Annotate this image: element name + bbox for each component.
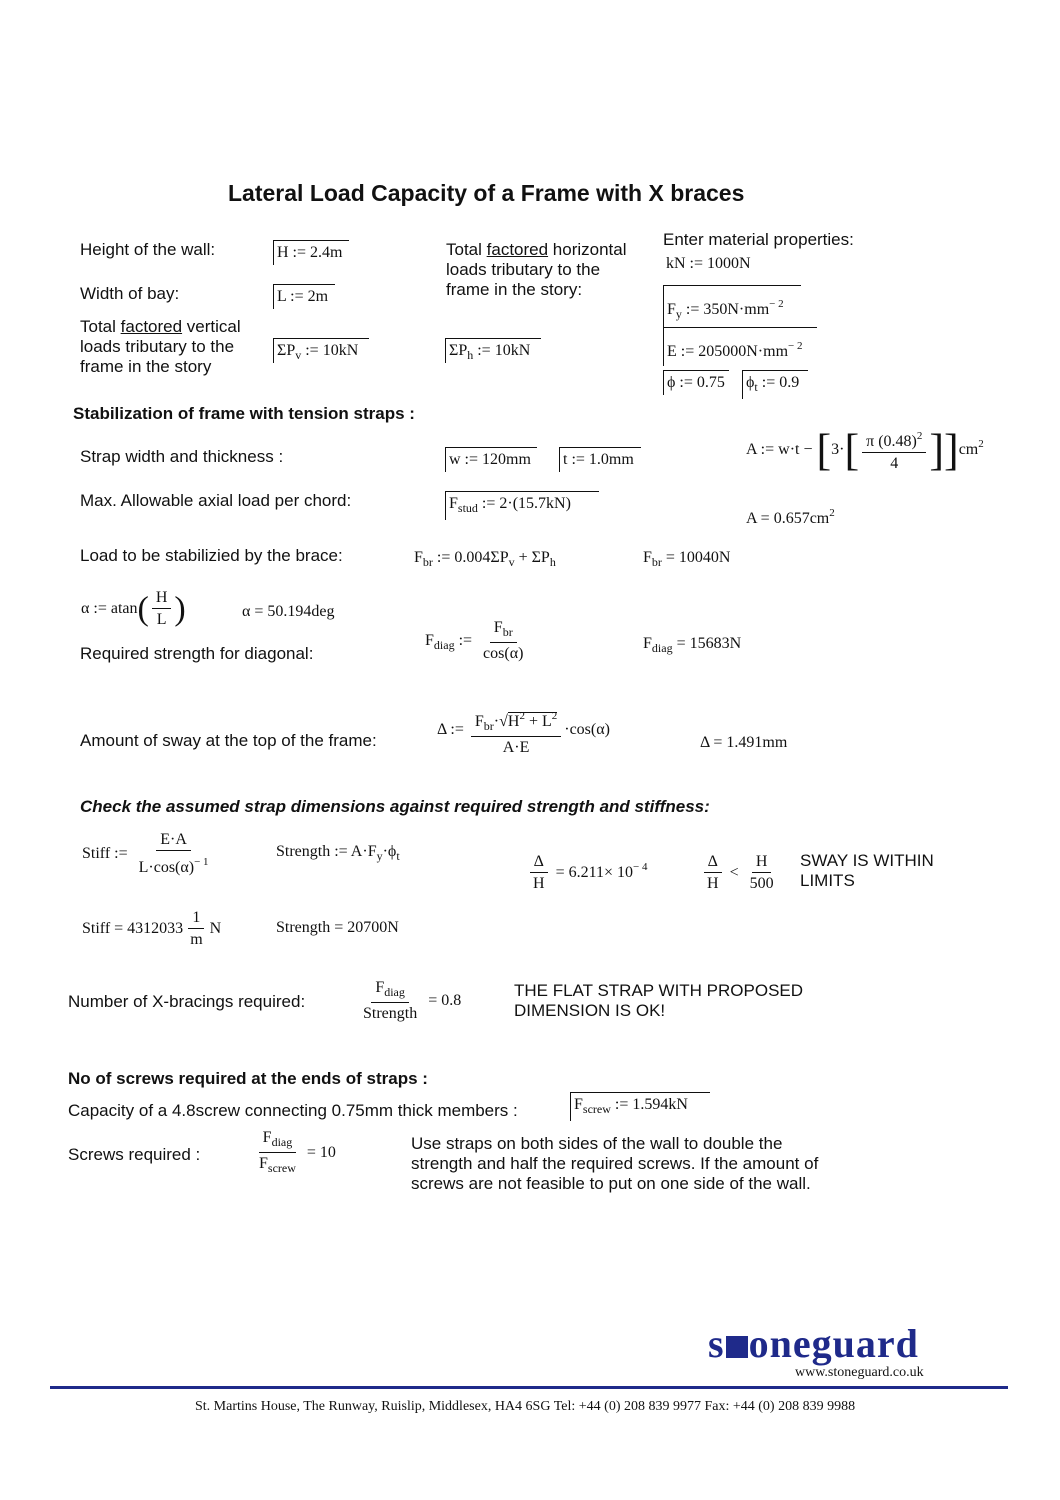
e-input[interactable]: E := $205000N\cdot mm^{- 2}$ xyxy=(663,327,817,366)
phi-t-input[interactable]: $\phi_t$ := 0.9 xyxy=(742,370,808,399)
stoneguard-logo: s oneguard xyxy=(708,1321,919,1366)
height-label: Height of the wall: xyxy=(80,240,216,259)
sway-ratio: $\frac{\Delta}{H}$ = $6.211\times 10^{- 4}$ xyxy=(526,852,647,895)
sway-label: Amount of sway at the top of the frame: xyxy=(80,731,377,750)
stiff-formula: Stiff := $\frac{E\cdot A}{L\cdot\cos(\alpha)^{- 1}}$ xyxy=(82,831,209,876)
brace-load-label: Load to be stabilizied by the brace: xyxy=(80,546,343,565)
area-result: $A = 0.657cm^2$ xyxy=(746,507,835,527)
sway-limit: $\frac{\Delta}{H}$ < $\frac{H}{500}$ xyxy=(700,852,781,895)
strength-formula: Strength := $A\cdot F_y\cdot\phi_t$ xyxy=(276,843,400,863)
fstud-input[interactable]: $F_{stud}$ := 2·(15.7kN) xyxy=(445,491,599,520)
sway-status-message: SWAY IS WITHIN LIMITS xyxy=(800,851,934,890)
website-link[interactable]: www.stoneguard.co.uk xyxy=(795,1365,924,1380)
strap-width-input[interactable]: w := 120mm xyxy=(445,447,537,472)
horizontal-loads-label: Total factored horizontal loads tributary to the frame in the story: xyxy=(446,240,627,299)
height-input[interactable]: H := 2.4m xyxy=(273,240,349,265)
footer-address: St. Martins House, The Runway, Ruislip, Middlesex, HA4 6SG Tel: +44 (0) 208 839 9977 Fax: +44 (0) 208 839 9988 xyxy=(195,1399,856,1414)
delta-formula: Δ := $\frac{F_{br}\cdot√H^2 + L^2}{A\cdot E}$ ·cos(α) xyxy=(437,702,610,759)
fdiag-result: $F_{diag} = 15683N$ xyxy=(643,635,742,655)
delta-result: Δ = 1.491mm xyxy=(700,734,788,751)
strength-result: Strength = 20700N xyxy=(276,919,399,936)
phi-input[interactable]: ϕ := 0.75 xyxy=(663,370,729,395)
width-input[interactable]: L := 2m xyxy=(273,284,335,309)
strap-label: Strap width and thickness : xyxy=(80,447,284,466)
fscrew-input[interactable]: $F_{screw}$ := 1.594kN xyxy=(570,1092,710,1121)
screws-heading: No of screws required at the ends of straps : xyxy=(68,1069,428,1088)
logo-mark-icon xyxy=(726,1336,748,1358)
strap-ok-message: THE FLAT STRAP WITH PROPOSED DIMENSION IS OK! xyxy=(514,981,804,1020)
screws-note: Use straps on both sides of the wall to double the strength and half the required screws. If the amount of screws are not feasible to put on one side of the wall. xyxy=(411,1134,819,1193)
fy-input[interactable]: $F_y$ := $350N\cdot mm^{- 2}$ xyxy=(663,285,801,330)
width-label: Width of bay: xyxy=(80,284,180,303)
screw-capacity-label: Capacity of a 4.8screw connecting 0.75mm thick members : xyxy=(68,1101,518,1120)
screws-required-formula: $\frac{F_{diag}}{F_{screw}}$ = 10 xyxy=(259,1129,336,1175)
x-bracing-label: Number of X-bracings required: xyxy=(68,992,306,1011)
horizontal-loads-input[interactable]: $\Sigma P_h$ := 10kN xyxy=(445,338,541,363)
diagonal-label: Required strength for diagonal: xyxy=(80,644,314,663)
page-title: Lateral Load Capacity of a Frame with X braces xyxy=(228,180,745,206)
stiff-result: Stiff = 4312033 $\frac{1}{m}$ N xyxy=(82,909,222,948)
check-heading: Check the assumed strap dimensions against required strength and stiffness: xyxy=(80,797,710,816)
x-bracing-formula: $\frac{F_{diag}}{\text{Strength}}$ = 0.8 xyxy=(363,979,462,1022)
fdiag-formula: $F_{diag}$ := $\frac{F_{br}}{\cos(\alpha)}$ xyxy=(425,619,524,662)
kn-definition: kN := 1000N xyxy=(666,255,751,272)
fbr-result: $F_{br} = 10040N$ xyxy=(643,549,731,569)
alpha-result: α = 50.194deg xyxy=(242,603,335,620)
alpha-formula: α := atan( $\frac{H}{L}$ ) xyxy=(81,589,186,628)
stabilization-heading: Stabilization of frame with tension straps : xyxy=(73,404,415,423)
axial-load-label: Max. Allowable axial load per chord: xyxy=(80,491,352,510)
material-label: Enter material properties: xyxy=(663,230,854,249)
vertical-loads-label: Total factored vertical loads tributary to the frame in the story xyxy=(80,317,241,376)
fbr-formula: $F_{br}$ := $0.004\Sigma P_v + \Sigma P_h$ xyxy=(414,549,556,569)
area-formula: A := w·t − [3·[ $\frac{\pi (0.48)^2}{4}$ ]]$cm^2$ xyxy=(746,425,984,475)
screws-required-label: Screws required : xyxy=(68,1145,201,1164)
vertical-loads-input[interactable]: $\Sigma P_v$ := 10kN xyxy=(273,338,369,363)
footer-divider xyxy=(50,1386,1008,1389)
strap-thickness-input[interactable]: t := 1.0mm xyxy=(559,447,641,472)
